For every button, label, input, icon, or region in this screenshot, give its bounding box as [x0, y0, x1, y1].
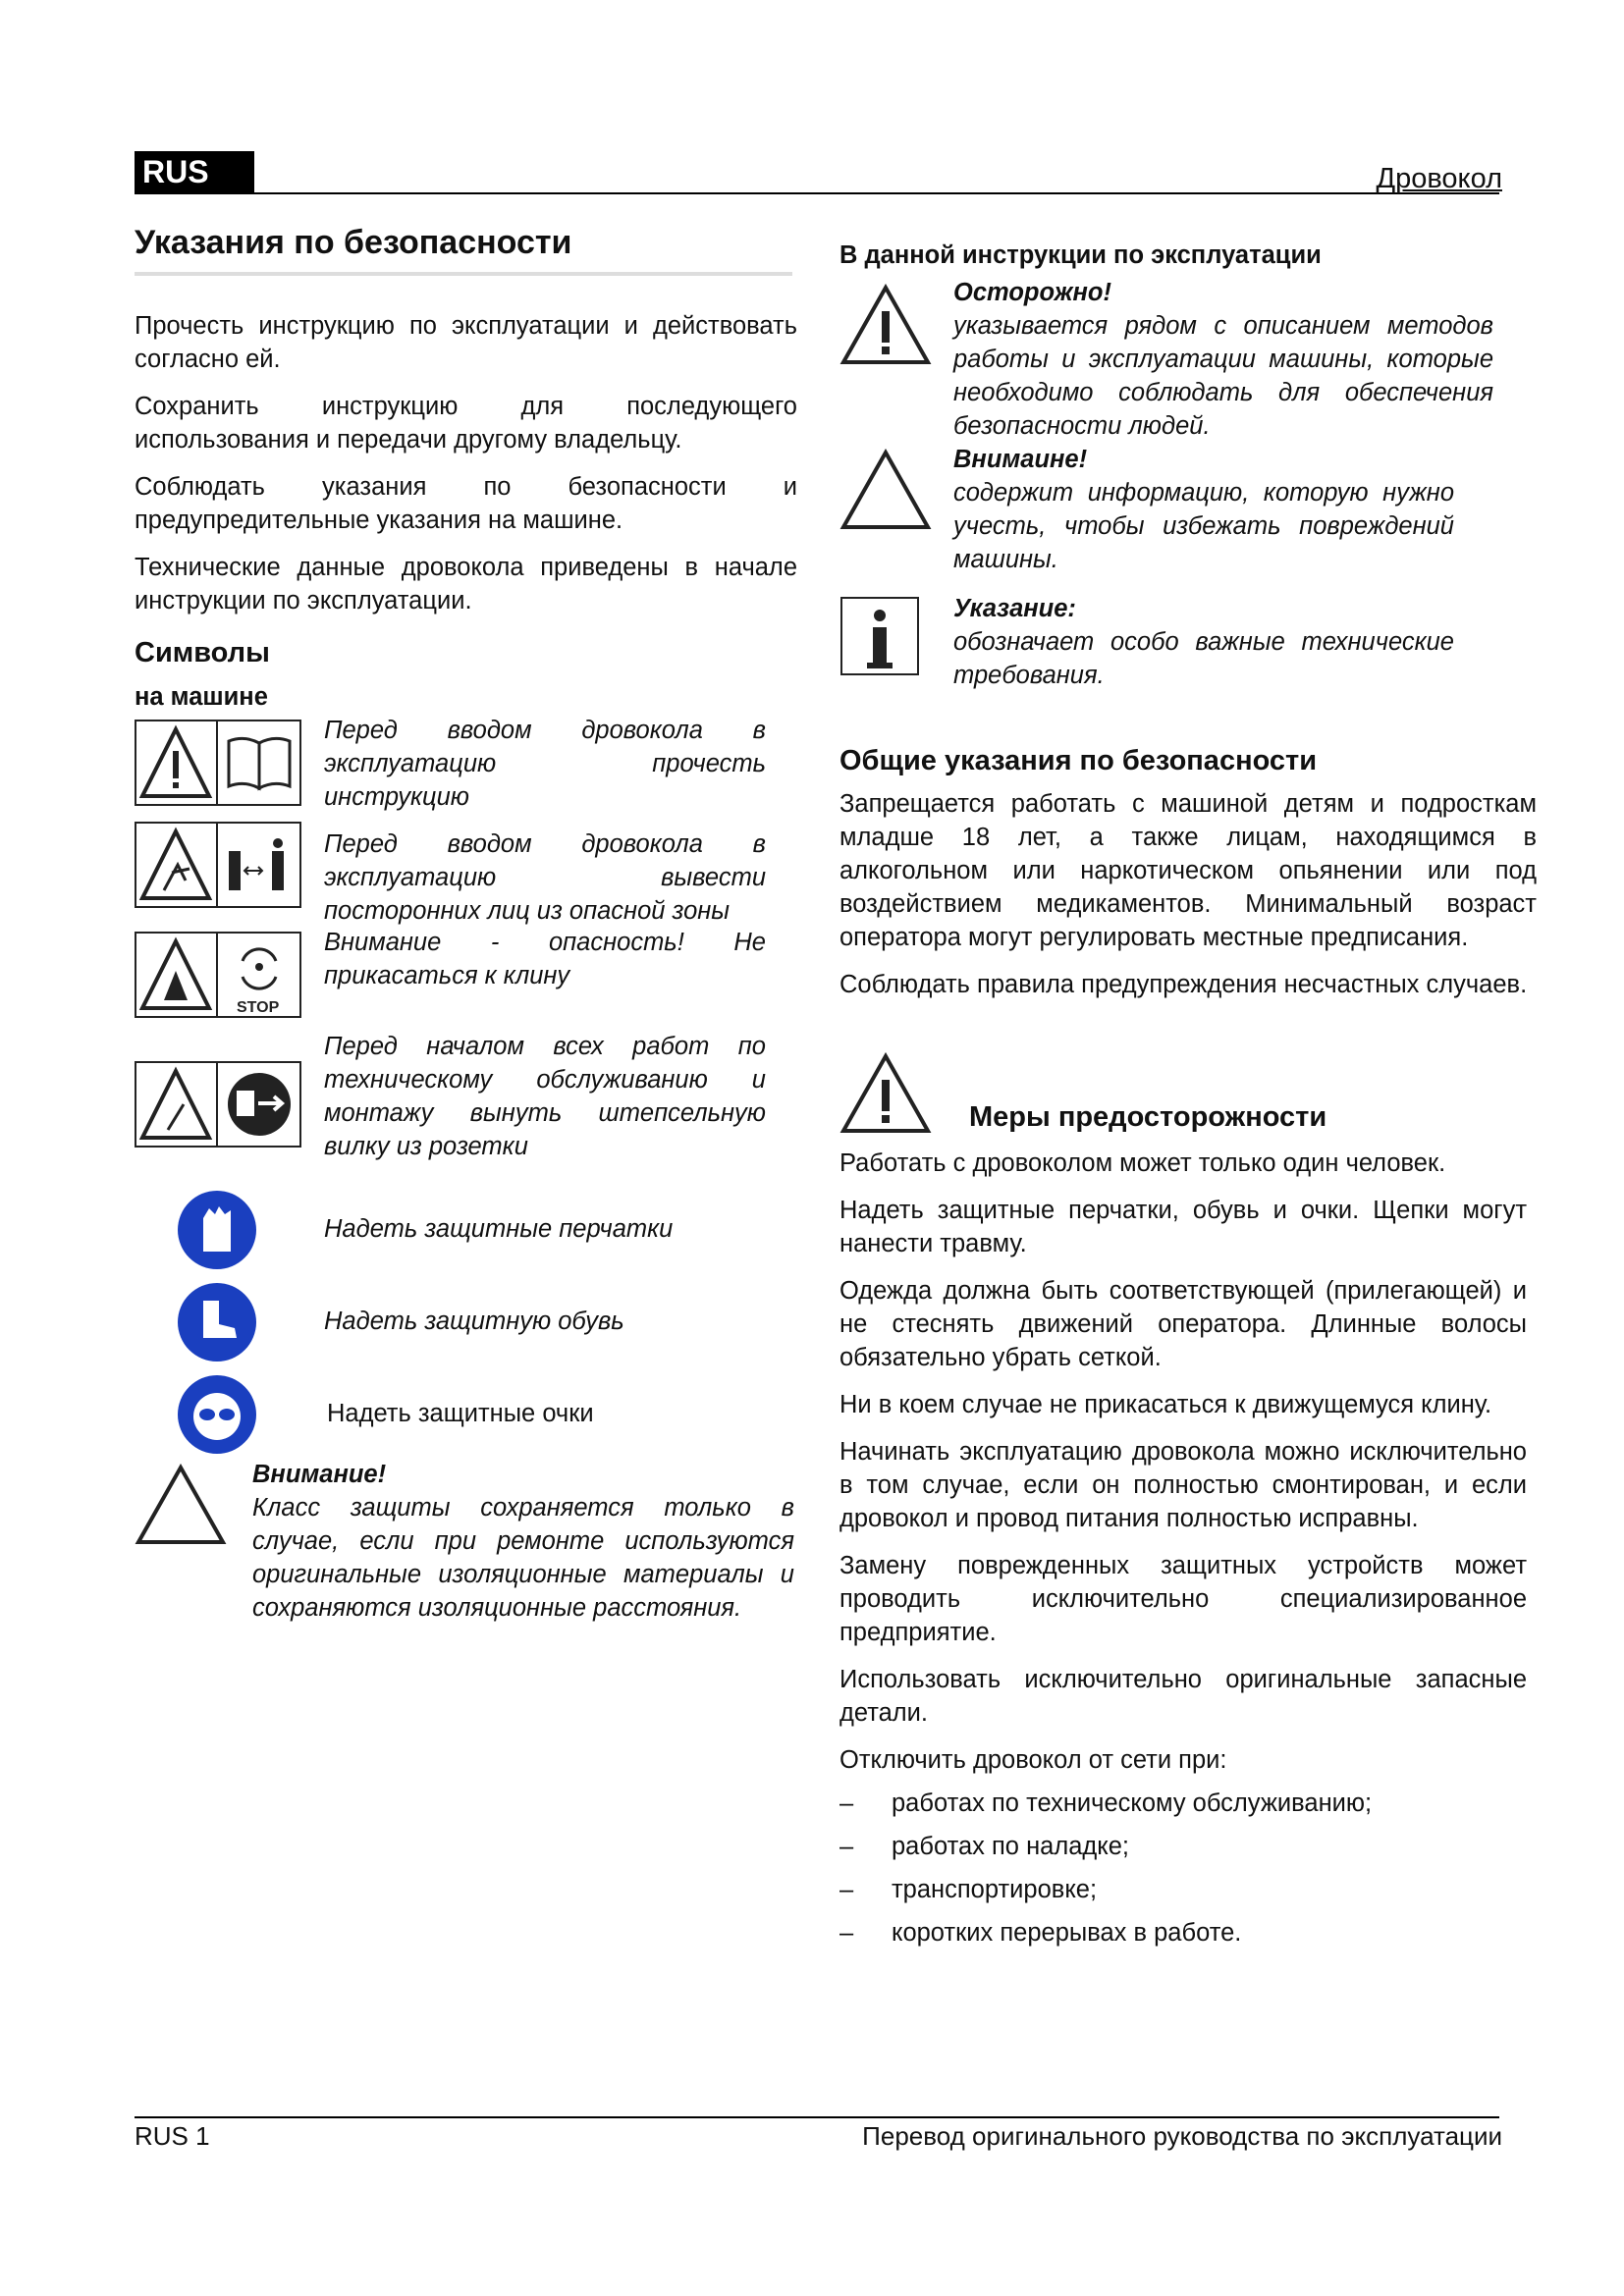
signal-attention [839, 443, 1537, 590]
precautions-header [839, 1052, 1537, 1147]
wear-safety-boots-icon [176, 1281, 258, 1363]
info-icon [839, 596, 920, 676]
language-badge: RUS [135, 151, 254, 193]
list-item: – коротких перерывах в работе. [839, 1916, 1527, 1949]
precaution-para-3: Одежда должна быть соответствующей (прилегающей) и не стеснять движений оператора. Длинные волосы обязательно убрать сеткой. [839, 1277, 1527, 1371]
keep-bystanders-away-icon [135, 822, 301, 908]
general-safety-heading: Общие указания по безопасности [839, 745, 1318, 776]
read-manual-icon [135, 720, 301, 806]
symbol-text-unplug: Перед началом всех работ по техническому обслуживанию и монтажу вынуть штепсельную вилку из розетки [324, 1033, 766, 1160]
general-para-2: Соблюдать правила предупреждения несчастных случаев. [839, 971, 1528, 998]
symbol-row-wedge [135, 929, 797, 1034]
signal-caution [839, 276, 1537, 449]
header-rule [135, 192, 1499, 194]
symbol-text-keep-away: Перед вводом дровокола в эксплуатацию вывести посторонних лиц из опасной зоны [324, 830, 766, 925]
signal-attention-title: Внимаине! [953, 446, 1088, 473]
list-item: – работах по наладке; [839, 1830, 1527, 1863]
unplug-before-maintenance-icon [135, 1061, 301, 1148]
safety-para-1: Прочесть инструкцию по эксплуатации и действовать согласно ей. [135, 312, 797, 373]
precaution-para-5: Начинать эксплуатацию дровокола можно исключительно в том случае, если он полностью смонтирован, и если дровокол и провод питания полностью исправны. [839, 1438, 1527, 1532]
precaution-para-1: Работать с дровоколом может только один человек. [839, 1149, 1446, 1177]
signal-caution-text: указывается рядом с описанием методов работы и эксплуатации машины, которые необходимо соблюдать для обеспечения безопасности людей. [953, 312, 1493, 440]
wear-gloves-icon [176, 1189, 258, 1271]
symbol-row-gloves [135, 1189, 797, 1277]
precaution-para-2: Надеть защитные перчатки, обувь и очки. Щепки могут нанести травму. [839, 1197, 1527, 1257]
list-item: – транспортировке; [839, 1873, 1527, 1906]
left-column [135, 224, 797, 1660]
do-not-touch-wedge-icon [135, 932, 301, 1018]
precaution-para-8: Отключить дровокол от сети при: [839, 1746, 1227, 1774]
symbol-row-goggles [135, 1373, 797, 1456]
manual-symbols-heading: В данной инструкции по эксплуатации [839, 241, 1322, 269]
on-machine-subheading: на машине [135, 683, 268, 711]
symbol-text-boots: Надеть защитную обувь [324, 1308, 624, 1335]
warning-triangle-icon [839, 284, 932, 366]
symbol-row-unplug [135, 1034, 797, 1179]
precautions-warning-icon [839, 1052, 932, 1135]
disconnect-list [839, 1787, 1527, 1949]
attention-triangle-icon [839, 449, 932, 531]
footer-rule [135, 2116, 1499, 2118]
general-para-1: Запрещается работать с машиной детям и подросткам младше 18 лет, а также лицам, находящимся в алкогольном или наркотическом опьянении или под воздействием медикаментов. Минимальный возраст оператора могут регулировать местные предписания. [839, 790, 1537, 951]
signal-note-text: обозначает особо важные технические требования. [953, 628, 1454, 689]
symbol-row-read-manual [135, 717, 797, 814]
footer-note: Перевод оригинального руководства по эксплуатации [862, 2121, 1502, 2151]
symbol-text-read-manual: Перед вводом дровокола в эксплуатацию прочесть инструкцию [324, 717, 766, 811]
symbols-heading: Символы [135, 637, 270, 668]
list-item: – работах по техническому обслуживанию; [839, 1787, 1527, 1820]
attention-title: Внимание! [252, 1461, 387, 1488]
symbol-row-boots [135, 1281, 797, 1369]
signal-caution-title: Осторожно! [953, 279, 1111, 306]
signal-attention-text: содержит информацию, которую нужно учесть, чтобы избежать повреждений машины. [953, 479, 1454, 573]
signal-note-title: Указание: [953, 595, 1076, 622]
right-column [839, 241, 1537, 1949]
symbol-text-goggles: Надеть защитные очки [327, 1400, 594, 1427]
symbol-text-gloves: Надеть защитные перчатки [324, 1215, 674, 1243]
precaution-para-7: Использовать исключительно оригинальные запасные детали. [839, 1666, 1527, 1727]
symbol-text-wedge: Внимание - опасность! Не прикасаться к клину [324, 929, 766, 989]
precaution-para-6: Замену поврежденных защитных устройств может проводить исключительно специализированное предприятие. [839, 1552, 1527, 1646]
safety-para-2: Сохранить инструкцию для последующего использования и передачи другому владельцу. [135, 393, 797, 454]
safety-para-3: Соблюдать указания по безопасности и предупредительные указания на машине. [135, 473, 797, 534]
stop-label: STOP [237, 999, 280, 1016]
attention-text: Класс защиты сохраняется только в случае, если при ремонте используются оригинальные изоляционные материалы и сохраняются изоляционные расстояния. [252, 1494, 794, 1622]
precaution-para-4: Ни в коем случае не прикасаться к движущемуся клину. [839, 1391, 1492, 1418]
wear-goggles-icon [176, 1373, 258, 1456]
signal-note [839, 592, 1537, 700]
safety-para-4: Технические данные дровокола приведены в начале инструкции по эксплуатации. [135, 554, 797, 614]
attention-block [135, 1461, 797, 1660]
symbol-row-keep-away [135, 822, 797, 937]
document-title: Дровокол [1376, 163, 1502, 194]
safety-heading: Указания по безопасности [135, 224, 792, 276]
caution-triangle-icon [135, 1464, 227, 1546]
precautions-heading: Меры предосторожности [969, 1101, 1327, 1133]
page-number: RUS 1 [135, 2121, 210, 2151]
